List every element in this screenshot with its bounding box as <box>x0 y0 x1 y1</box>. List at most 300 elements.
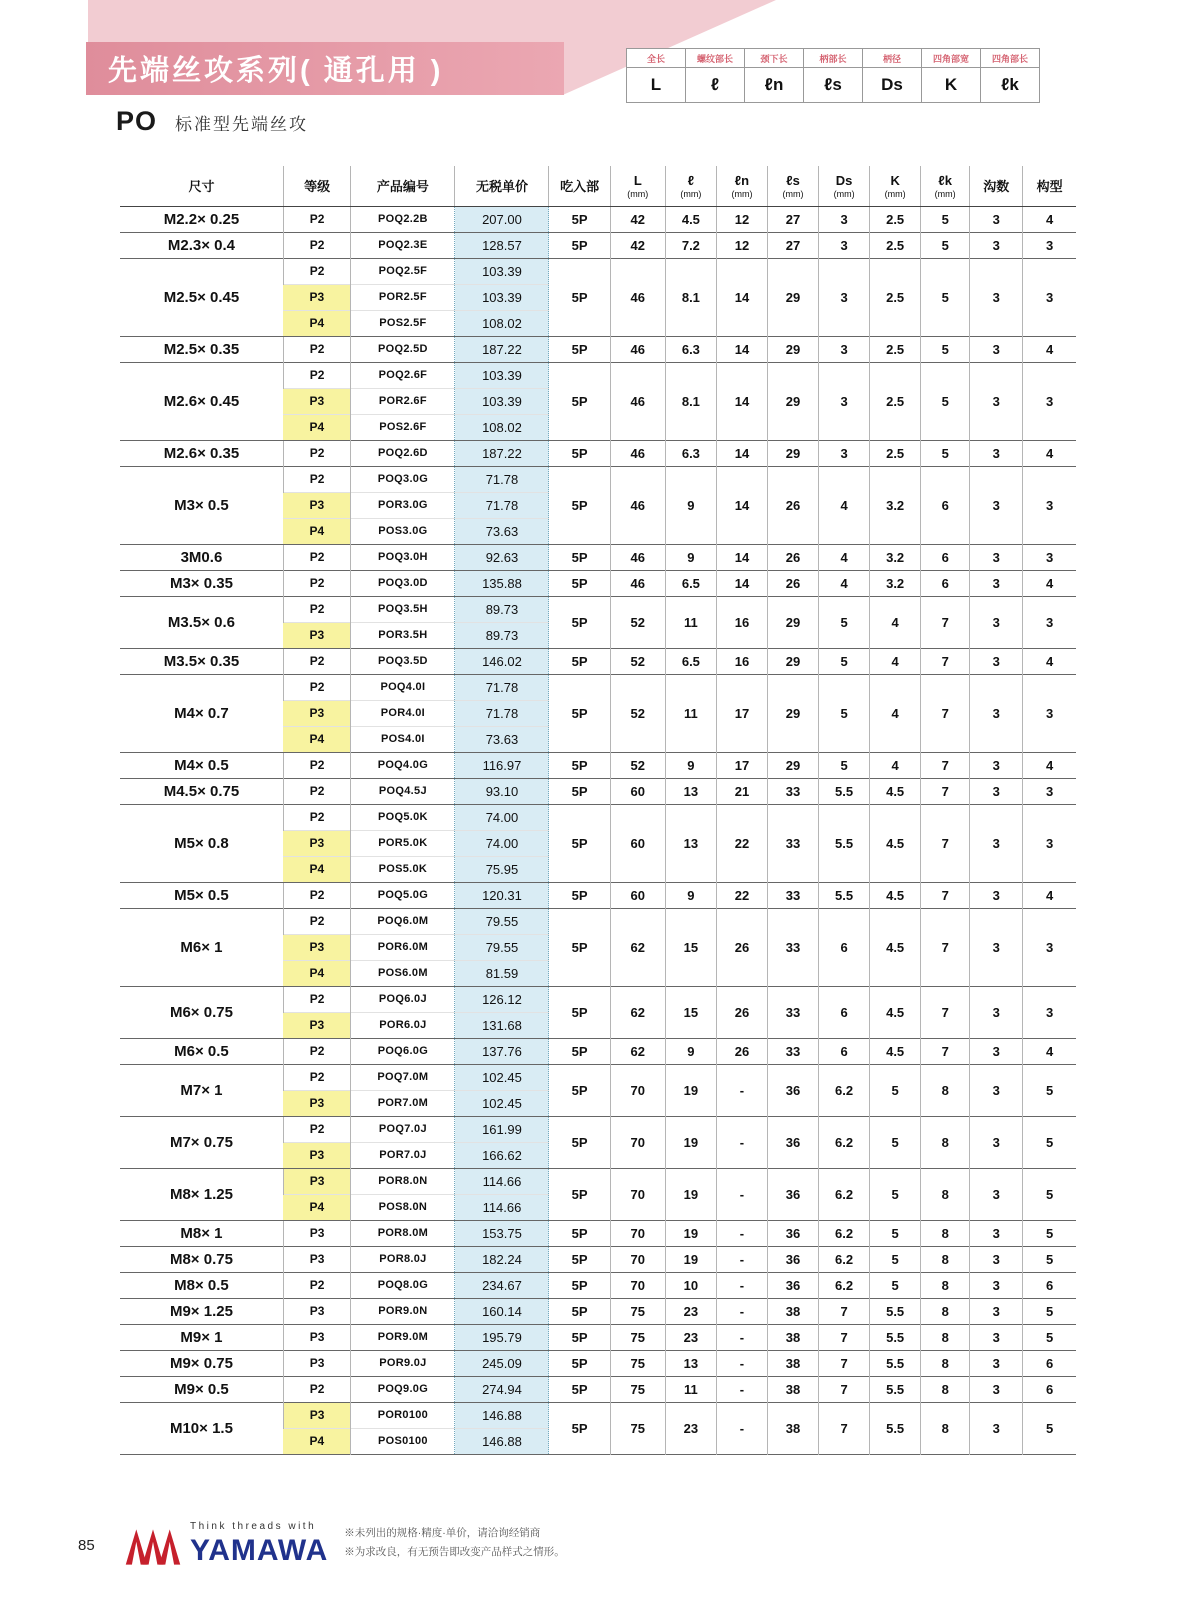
cell-grooves: 3 <box>970 1168 1023 1220</box>
legend-symbol: ℓk <box>981 68 1040 103</box>
table-row <box>120 1324 1076 1350</box>
cell-eat: 5P <box>549 570 610 596</box>
cell-size: M8× 0.75 <box>120 1246 283 1272</box>
cell-grade: P3 <box>283 934 350 960</box>
cell-grade: P3 <box>283 622 350 648</box>
yamawa-logo-icon <box>124 1526 182 1568</box>
cell-grooves: 3 <box>970 986 1023 1038</box>
series-heading <box>116 106 308 137</box>
cell-product-code: POS2.5F <box>351 310 455 336</box>
cell-l: 9 <box>665 752 716 778</box>
cell-grade: P3 <box>283 492 350 518</box>
cell-l: 19 <box>665 1168 716 1220</box>
legend-label: 四角部长 <box>981 49 1040 68</box>
cell-eat: 5P <box>549 258 610 336</box>
cell-ln: - <box>716 1220 767 1246</box>
cell-lk: 8 <box>921 1272 970 1298</box>
cell-grooves: 3 <box>970 1402 1023 1454</box>
cell-product-code: POR4.0I <box>351 700 455 726</box>
cell-l: 19 <box>665 1220 716 1246</box>
cell-size: M6× 0.5 <box>120 1038 283 1064</box>
cell-price: 73.63 <box>455 518 549 544</box>
cell-L: 60 <box>610 778 665 804</box>
cell-product-code: POS5.0K <box>351 856 455 882</box>
cell-L: 75 <box>610 1298 665 1324</box>
cell-L: 75 <box>610 1350 665 1376</box>
cell-l: 6.5 <box>665 570 716 596</box>
cell-price: 81.59 <box>455 960 549 986</box>
dimension-legend <box>626 48 1040 103</box>
column-header: L (mm) <box>610 166 665 206</box>
column-header: ℓ (mm) <box>665 166 716 206</box>
cell-grade: P4 <box>283 960 350 986</box>
cell-lk: 8 <box>921 1298 970 1324</box>
table-row <box>120 1376 1076 1402</box>
cell-price: 103.39 <box>455 258 549 284</box>
page-number: 85 <box>78 1536 95 1554</box>
cell-lk: 7 <box>921 908 970 986</box>
cell-price: 93.10 <box>455 778 549 804</box>
cell-size: M2.5× 0.45 <box>120 258 283 336</box>
cell-ls: 29 <box>767 258 818 336</box>
cell-price: 108.02 <box>455 414 549 440</box>
cell-grooves: 3 <box>970 544 1023 570</box>
cell-form: 3 <box>1023 778 1076 804</box>
cell-L: 60 <box>610 804 665 882</box>
cell-lk: 5 <box>921 362 970 440</box>
cell-price: 131.68 <box>455 1012 549 1038</box>
column-header: K (mm) <box>870 166 921 206</box>
cell-size: M5× 0.5 <box>120 882 283 908</box>
cell-size: M4× 0.5 <box>120 752 283 778</box>
cell-l: 19 <box>665 1064 716 1116</box>
cell-size: M2.2× 0.25 <box>120 206 283 232</box>
cell-size: 3M0.6 <box>120 544 283 570</box>
column-header: Ds (mm) <box>819 166 870 206</box>
cell-l: 13 <box>665 1350 716 1376</box>
cell-L: 70 <box>610 1220 665 1246</box>
legend-symbol: ℓ <box>686 68 745 103</box>
cell-grade: P2 <box>283 1038 350 1064</box>
cell-grade: P4 <box>283 1194 350 1220</box>
cell-form: 3 <box>1023 986 1076 1038</box>
legend-label: 柄部长 <box>804 49 863 68</box>
cell-lk: 7 <box>921 804 970 882</box>
cell-Ds: 3 <box>819 440 870 466</box>
cell-price: 195.79 <box>455 1324 549 1350</box>
cell-Ds: 4 <box>819 544 870 570</box>
cell-lk: 6 <box>921 570 970 596</box>
cell-ls: 38 <box>767 1298 818 1324</box>
footnote-line: ※为求改良，有无预告即改变产品样式之情形。 <box>344 1546 565 1558</box>
cell-grade: P3 <box>283 1246 350 1272</box>
cell-price: 71.78 <box>455 492 549 518</box>
cell-product-code: POQ3.0D <box>351 570 455 596</box>
cell-K: 5.5 <box>870 1298 921 1324</box>
cell-lk: 8 <box>921 1116 970 1168</box>
cell-price: 89.73 <box>455 596 549 622</box>
cell-K: 4 <box>870 648 921 674</box>
cell-form: 5 <box>1023 1324 1076 1350</box>
cell-product-code: POR6.0J <box>351 1012 455 1038</box>
cell-eat: 5P <box>549 466 610 544</box>
cell-Ds: 5 <box>819 674 870 752</box>
cell-form: 4 <box>1023 752 1076 778</box>
cell-product-code: POQ4.5J <box>351 778 455 804</box>
cell-K: 5 <box>870 1246 921 1272</box>
cell-grade: P2 <box>283 440 350 466</box>
cell-l: 19 <box>665 1246 716 1272</box>
cell-ln: 14 <box>716 362 767 440</box>
cell-ls: 26 <box>767 466 818 544</box>
cell-eat: 5P <box>549 804 610 882</box>
cell-lk: 8 <box>921 1376 970 1402</box>
cell-l: 4.5 <box>665 206 716 232</box>
cell-K: 2.5 <box>870 232 921 258</box>
cell-ln: 14 <box>716 466 767 544</box>
cell-L: 46 <box>610 466 665 544</box>
cell-K: 4.5 <box>870 778 921 804</box>
cell-L: 75 <box>610 1376 665 1402</box>
cell-product-code: POQ3.0G <box>351 466 455 492</box>
legend-label: 螺纹部长 <box>686 49 745 68</box>
cell-K: 4 <box>870 596 921 648</box>
cell-Ds: 6.2 <box>819 1116 870 1168</box>
cell-size: M5× 0.8 <box>120 804 283 882</box>
cell-grade: P3 <box>283 1168 350 1194</box>
cell-L: 46 <box>610 570 665 596</box>
cell-ln: 26 <box>716 908 767 986</box>
cell-grooves: 3 <box>970 778 1023 804</box>
cell-eat: 5P <box>549 752 610 778</box>
cell-product-code: POR3.5H <box>351 622 455 648</box>
cell-price: 187.22 <box>455 440 549 466</box>
cell-Ds: 4 <box>819 466 870 544</box>
cell-L: 70 <box>610 1272 665 1298</box>
cell-form: 4 <box>1023 882 1076 908</box>
cell-eat: 5P <box>549 362 610 440</box>
cell-product-code: POQ2.3E <box>351 232 455 258</box>
cell-lk: 8 <box>921 1350 970 1376</box>
table-row <box>120 362 1076 388</box>
cell-grade: P4 <box>283 518 350 544</box>
cell-price: 187.22 <box>455 336 549 362</box>
page-footer <box>78 1522 565 1568</box>
cell-grooves: 3 <box>970 648 1023 674</box>
cell-eat: 5P <box>549 206 610 232</box>
cell-form: 5 <box>1023 1064 1076 1116</box>
table-row <box>120 544 1076 570</box>
cell-lk: 7 <box>921 752 970 778</box>
table-row <box>120 1298 1076 1324</box>
legend-label: 四角部宽 <box>922 49 981 68</box>
cell-eat: 5P <box>549 1064 610 1116</box>
legend-label: 全长 <box>627 49 686 68</box>
cell-lk: 7 <box>921 882 970 908</box>
cell-l: 10 <box>665 1272 716 1298</box>
cell-price: 146.88 <box>455 1428 549 1454</box>
cell-K: 2.5 <box>870 440 921 466</box>
cell-grade: P2 <box>283 596 350 622</box>
cell-ln: - <box>716 1298 767 1324</box>
legend-symbol: Ds <box>863 68 922 103</box>
cell-ls: 29 <box>767 648 818 674</box>
cell-lk: 8 <box>921 1220 970 1246</box>
cell-price: 75.95 <box>455 856 549 882</box>
cell-form: 3 <box>1023 674 1076 752</box>
cell-grooves: 3 <box>970 570 1023 596</box>
cell-grade: P3 <box>283 1350 350 1376</box>
column-header: 沟数 <box>970 166 1023 206</box>
column-header: ℓk (mm) <box>921 166 970 206</box>
series-code: PO <box>116 106 158 136</box>
cell-Ds: 3 <box>819 206 870 232</box>
cell-ls: 33 <box>767 908 818 986</box>
cell-grade: P2 <box>283 570 350 596</box>
table-header-row <box>120 166 1076 206</box>
cell-K: 4.5 <box>870 804 921 882</box>
cell-ln: 26 <box>716 986 767 1038</box>
cell-lk: 6 <box>921 466 970 544</box>
cell-form: 3 <box>1023 362 1076 440</box>
cell-l: 7.2 <box>665 232 716 258</box>
cell-ls: 38 <box>767 1376 818 1402</box>
cell-size: M4.5× 0.75 <box>120 778 283 804</box>
cell-product-code: POR9.0J <box>351 1350 455 1376</box>
cell-L: 70 <box>610 1246 665 1272</box>
cell-ln: 14 <box>716 336 767 362</box>
column-header: 等级 <box>283 166 350 206</box>
cell-size: M8× 0.5 <box>120 1272 283 1298</box>
cell-Ds: 5.5 <box>819 778 870 804</box>
cell-L: 70 <box>610 1064 665 1116</box>
cell-ls: 38 <box>767 1402 818 1454</box>
cell-lk: 7 <box>921 674 970 752</box>
cell-price: 146.02 <box>455 648 549 674</box>
cell-ls: 29 <box>767 336 818 362</box>
cell-ls: 26 <box>767 570 818 596</box>
table-row <box>120 804 1076 830</box>
cell-product-code: POQ5.0K <box>351 804 455 830</box>
cell-grade: P3 <box>283 284 350 310</box>
column-header: 产品编号 <box>351 166 455 206</box>
cell-grade: P3 <box>283 1220 350 1246</box>
cell-product-code: POR8.0J <box>351 1246 455 1272</box>
cell-grooves: 3 <box>970 1350 1023 1376</box>
cell-product-code: POR7.0M <box>351 1090 455 1116</box>
cell-price: 103.39 <box>455 362 549 388</box>
cell-grade: P3 <box>283 1090 350 1116</box>
cell-size: M6× 0.75 <box>120 986 283 1038</box>
cell-grooves: 3 <box>970 1038 1023 1064</box>
cell-grade: P2 <box>283 778 350 804</box>
cell-eat: 5P <box>549 336 610 362</box>
cell-product-code: POR8.0M <box>351 1220 455 1246</box>
cell-Ds: 6.2 <box>819 1272 870 1298</box>
cell-L: 75 <box>610 1324 665 1350</box>
cell-size: M9× 0.5 <box>120 1376 283 1402</box>
cell-ln: - <box>716 1324 767 1350</box>
cell-l: 6.3 <box>665 440 716 466</box>
cell-ln: 22 <box>716 882 767 908</box>
cell-lk: 5 <box>921 440 970 466</box>
cell-ls: 36 <box>767 1220 818 1246</box>
cell-lk: 5 <box>921 258 970 336</box>
cell-size: M8× 1.25 <box>120 1168 283 1220</box>
cell-K: 4.5 <box>870 882 921 908</box>
cell-lk: 8 <box>921 1402 970 1454</box>
cell-ls: 33 <box>767 1038 818 1064</box>
cell-eat: 5P <box>549 778 610 804</box>
cell-grooves: 3 <box>970 1272 1023 1298</box>
cell-product-code: POQ3.5D <box>351 648 455 674</box>
cell-product-code: POQ6.0M <box>351 908 455 934</box>
cell-L: 46 <box>610 440 665 466</box>
cell-K: 3.2 <box>870 466 921 544</box>
cell-grooves: 3 <box>970 362 1023 440</box>
cell-lk: 7 <box>921 596 970 648</box>
cell-lk: 6 <box>921 544 970 570</box>
cell-ls: 36 <box>767 1272 818 1298</box>
cell-ln: - <box>716 1350 767 1376</box>
cell-ln: 22 <box>716 804 767 882</box>
cell-price: 120.31 <box>455 882 549 908</box>
cell-product-code: POS6.0M <box>351 960 455 986</box>
cell-K: 4.5 <box>870 986 921 1038</box>
cell-grade: P3 <box>283 388 350 414</box>
cell-product-code: POQ4.0G <box>351 752 455 778</box>
cell-product-code: POQ7.0J <box>351 1116 455 1142</box>
cell-grooves: 3 <box>970 258 1023 336</box>
cell-ls: 33 <box>767 882 818 908</box>
cell-L: 52 <box>610 674 665 752</box>
cell-size: M7× 0.75 <box>120 1116 283 1168</box>
cell-lk: 7 <box>921 778 970 804</box>
cell-product-code: POQ2.6D <box>351 440 455 466</box>
cell-price: 135.88 <box>455 570 549 596</box>
brand-text <box>190 1522 328 1568</box>
cell-grade: P2 <box>283 804 350 830</box>
cell-K: 4.5 <box>870 1038 921 1064</box>
cell-l: 15 <box>665 908 716 986</box>
cell-ls: 29 <box>767 596 818 648</box>
cell-grooves: 3 <box>970 1246 1023 1272</box>
cell-l: 23 <box>665 1298 716 1324</box>
cell-grade: P2 <box>283 1064 350 1090</box>
column-header: ℓn (mm) <box>716 166 767 206</box>
cell-ln: 21 <box>716 778 767 804</box>
cell-grade: P3 <box>283 1402 350 1428</box>
cell-size: M6× 1 <box>120 908 283 986</box>
cell-K: 5 <box>870 1272 921 1298</box>
cell-eat: 5P <box>549 1168 610 1220</box>
cell-form: 3 <box>1023 232 1076 258</box>
cell-product-code: POQ6.0J <box>351 986 455 1012</box>
cell-lk: 5 <box>921 336 970 362</box>
cell-ln: - <box>716 1272 767 1298</box>
cell-eat: 5P <box>549 1376 610 1402</box>
cell-L: 75 <box>610 1402 665 1454</box>
cell-price: 74.00 <box>455 804 549 830</box>
cell-price: 71.78 <box>455 466 549 492</box>
cell-product-code: POQ5.0G <box>351 882 455 908</box>
cell-price: 114.66 <box>455 1168 549 1194</box>
cell-product-code: POQ3.5H <box>351 596 455 622</box>
cell-ls: 27 <box>767 206 818 232</box>
cell-L: 42 <box>610 206 665 232</box>
cell-ln: - <box>716 1402 767 1454</box>
cell-K: 5 <box>870 1116 921 1168</box>
cell-grooves: 3 <box>970 232 1023 258</box>
cell-L: 42 <box>610 232 665 258</box>
cell-product-code: POR2.5F <box>351 284 455 310</box>
cell-grade: P3 <box>283 830 350 856</box>
cell-size: M8× 1 <box>120 1220 283 1246</box>
cell-form: 4 <box>1023 206 1076 232</box>
cell-l: 9 <box>665 466 716 544</box>
cell-grade: P2 <box>283 466 350 492</box>
cell-price: 79.55 <box>455 934 549 960</box>
cell-price: 114.66 <box>455 1194 549 1220</box>
cell-grooves: 3 <box>970 1298 1023 1324</box>
cell-price: 166.62 <box>455 1142 549 1168</box>
cell-price: 71.78 <box>455 700 549 726</box>
cell-grade: P2 <box>283 882 350 908</box>
cell-grooves: 3 <box>970 440 1023 466</box>
cell-ls: 33 <box>767 986 818 1038</box>
cell-l: 23 <box>665 1324 716 1350</box>
cell-size: M9× 1.25 <box>120 1298 283 1324</box>
cell-grade: P4 <box>283 856 350 882</box>
cell-Ds: 3 <box>819 336 870 362</box>
cell-form: 6 <box>1023 1350 1076 1376</box>
table-row <box>120 1064 1076 1090</box>
cell-product-code: POS8.0N <box>351 1194 455 1220</box>
cell-form: 6 <box>1023 1376 1076 1402</box>
legend-symbol-row <box>627 68 1040 103</box>
cell-product-code: POR3.0G <box>351 492 455 518</box>
cell-l: 11 <box>665 596 716 648</box>
cell-price: 102.45 <box>455 1090 549 1116</box>
cell-product-code: POS3.0G <box>351 518 455 544</box>
cell-eat: 5P <box>549 908 610 986</box>
cell-ln: 14 <box>716 570 767 596</box>
legend-symbol: ℓs <box>804 68 863 103</box>
cell-size: M7× 1 <box>120 1064 283 1116</box>
cell-form: 5 <box>1023 1246 1076 1272</box>
table-row <box>120 258 1076 284</box>
cell-product-code: POQ2.5D <box>351 336 455 362</box>
column-header: 构型 <box>1023 166 1076 206</box>
cell-lk: 8 <box>921 1324 970 1350</box>
cell-eat: 5P <box>549 1220 610 1246</box>
cell-eat: 5P <box>549 1272 610 1298</box>
cell-ls: 36 <box>767 1246 818 1272</box>
cell-l: 15 <box>665 986 716 1038</box>
cell-price: 103.39 <box>455 284 549 310</box>
cell-K: 5 <box>870 1064 921 1116</box>
cell-lk: 5 <box>921 232 970 258</box>
cell-L: 52 <box>610 648 665 674</box>
cell-form: 6 <box>1023 1272 1076 1298</box>
cell-ls: 36 <box>767 1168 818 1220</box>
cell-grooves: 3 <box>970 466 1023 544</box>
cell-grooves: 3 <box>970 908 1023 986</box>
table-row <box>120 1272 1076 1298</box>
legend-label: 颈下长 <box>745 49 804 68</box>
footnote-line: ※未列出的规格·精度·单价，请洽询经销商 <box>344 1527 541 1540</box>
cell-eat: 5P <box>549 232 610 258</box>
